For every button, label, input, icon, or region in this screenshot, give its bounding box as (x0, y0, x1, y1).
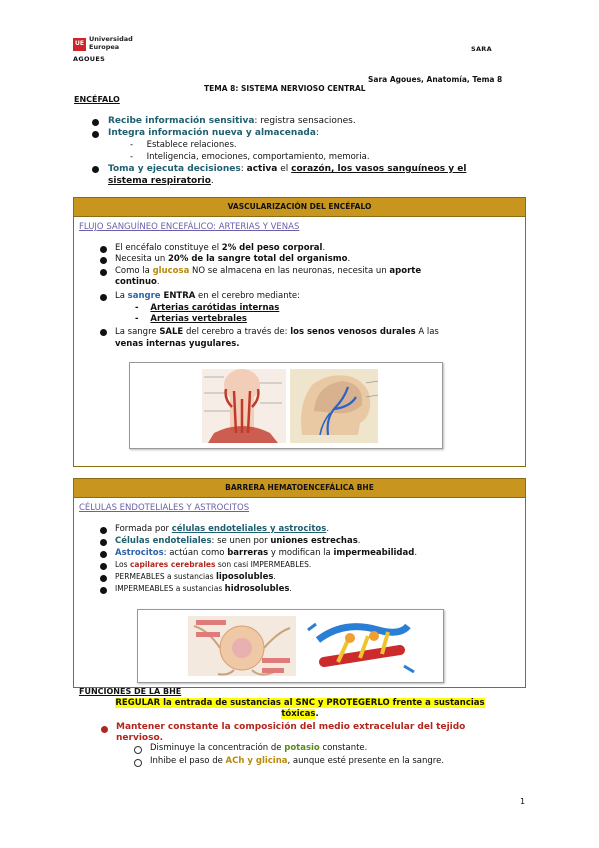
vascular-sub-1: - Arterias carótidas internas (135, 303, 280, 313)
bhe-item-2: Células endoteliales: se unen por uniones estrechas. (115, 536, 361, 546)
vascular-item-2: Necesita un 20% de la sangre total del organismo. (115, 254, 351, 264)
university-logo: UE (73, 38, 86, 51)
course-info: Sara Agoues, Anatomía, Tema 8 (368, 75, 503, 84)
bhe-panel-header: BARRERA HEMATOENCEFÁLICA BHE (74, 479, 525, 498)
intro-item-3: Toma y ejecuta decisiones: activa el corazón, los vasos sanguíneos y el sistema respiratorio. (108, 164, 467, 186)
bhe-item-3: Astrocitos: actúan como barreras y modifican la impermeabilidad. (115, 548, 418, 558)
funciones-item-1: Mantener constante la composición del medio extracelular del tejido nervioso. (116, 722, 466, 743)
bullet-icon (100, 587, 107, 594)
blood-brain-barrier-illustration (138, 610, 443, 682)
bullet-icon (100, 527, 107, 534)
author-surname: AGOUES (73, 55, 106, 63)
bhe-item-6: IMPERMEABLES a sustancias hidrosolubles. (115, 584, 292, 594)
intro-sub-1: - Establece relaciones. (130, 140, 237, 150)
bullet-icon (100, 551, 107, 558)
bullet-icon (100, 329, 107, 336)
vascular-subtitle: FLUJO SANGUÍNEO ENCEFÁLICO: ARTERIAS Y VENAS (79, 222, 300, 232)
bhe-item-4: Los capilares cerebrales son casi IMPERMEABLES. (115, 560, 312, 569)
bhe-item-5: PERMEABLES a sustancias liposolubles. (115, 572, 276, 582)
vascular-sub-2: - Arterias vertebrales (135, 314, 247, 324)
funciones-heading: FUNCIONES DE LA BHE (79, 687, 182, 696)
circle-bullet-icon (134, 746, 142, 754)
bullet-icon (92, 119, 99, 126)
bullet-icon (92, 166, 99, 173)
circle-bullet-icon (134, 759, 142, 767)
intro-sub-2: - Inteligencia, emociones, comportamiento, memoria. (130, 152, 370, 162)
bullet-icon (100, 575, 107, 582)
university-name: Universidad Europea (89, 35, 133, 51)
vascular-item-4: La sangre ENTRA en el cerebro mediante: (115, 291, 301, 301)
vascular-item-3: Como la glucosa NO se almacena en las neuronas, necesita un aporte continuo. (115, 266, 422, 287)
funciones-sub-2: Inhibe el paso de ACh y glicina, aunque esté presente en la sangre. (150, 756, 445, 766)
bhe-figure (137, 609, 444, 683)
bullet-icon (100, 539, 107, 546)
vascular-figure (129, 362, 443, 449)
bullet-icon (100, 269, 107, 276)
bullet-icon (101, 726, 108, 733)
bullet-icon (100, 246, 107, 253)
bullet-icon (92, 131, 99, 138)
intro-item-2: Integra información nueva y almacenada: (108, 128, 319, 138)
vascular-panel-header: VASCULARIZACIÓN DEL ENCÉFALO (74, 198, 525, 217)
funciones-highlight: REGULAR la entrada de sustancias al SNC y PROTEGERLO frente a sustancias tóxicas. (115, 698, 485, 719)
bullet-icon (100, 257, 107, 264)
page-title: TEMA 8: SISTEMA NERVIOSO CENTRAL (204, 84, 366, 93)
vascular-item-5: La sangre SALE del cerebro a través de: los senos venosos durales A las venas internas yugulares. (115, 327, 439, 349)
section-heading: ENCÉFALO (74, 95, 120, 104)
bhe-item-1: Formada por células endoteliales y astrocitos. (115, 524, 330, 534)
page-number: 1 (520, 797, 526, 806)
intro-item-1: Recibe información sensitiva: registra sensaciones. (108, 116, 356, 126)
bhe-subtitle: CÉLULAS ENDOTELIALES Y ASTROCITOS (79, 503, 250, 513)
vascular-item-1: El encéfalo constituye el 2% del peso corporal. (115, 243, 326, 253)
bullet-icon (100, 294, 107, 301)
bullet-icon (100, 563, 107, 570)
neck-arteries-illustration (130, 363, 442, 448)
funciones-sub-1: Disminuye la concentración de potasio constante. (150, 743, 368, 753)
author-name: SARA (471, 45, 492, 53)
